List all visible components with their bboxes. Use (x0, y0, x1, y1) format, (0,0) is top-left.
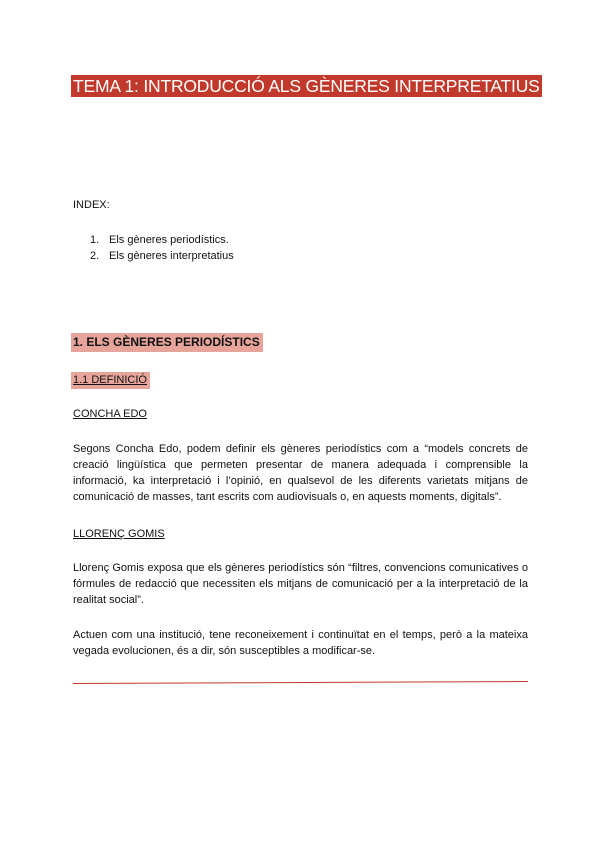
author-name-concha-edo: CONCHA EDO (73, 408, 147, 420)
list-item-text: Els gèneres periodístics. (109, 234, 229, 246)
paragraph-concha-edo: Segons Concha Edo, podem definir els gèneres periodístics com a “models concrets de creació lingüística que permeten presentar de manera adequada i comprensible la informació, ka interpretació i l’opinió, en qualsevol de les diferents varietats mitjans de comunicació de masses, tant escrits com audiovisuals o, en aquests moments, digitals”. (73, 443, 528, 503)
sub-heading: 1.1 DEFINICIÓ (71, 372, 150, 389)
list-item (73, 248, 234, 264)
list-item-text: Els gèneres interpretatius (109, 250, 234, 262)
author-name-llorenc-gomis: LLORENÇ GOMIS (73, 528, 165, 540)
paragraph-closing: Actuen com una institució, tene reconeixement i continuïtat en el temps, però a la mateixa vegada evolucionen, és a dir, són susceptibles a modificar-se. (73, 629, 528, 657)
index-label: INDEX: (73, 199, 110, 211)
list-item (73, 232, 234, 248)
document-title: TEMA 1: INTRODUCCIÓ ALS GÈNERES INTERPRETATIUS (73, 76, 540, 96)
horizontal-rule (73, 681, 528, 684)
list-item-number: 2. (90, 250, 100, 262)
list-item-number: 1. (90, 234, 100, 246)
section-heading: 1. ELS GÈNERES PERIODÍSTICS (71, 333, 263, 352)
index-list (73, 232, 234, 264)
paragraph-llorenc-gomis: Llorenç Gomis exposa que els gèneres periodístics són “filtres, convencions comunicatives o fórmules de redacció que necessiten els mitjans de comunicació per a la interpretació de la realitat social”. (73, 562, 528, 606)
